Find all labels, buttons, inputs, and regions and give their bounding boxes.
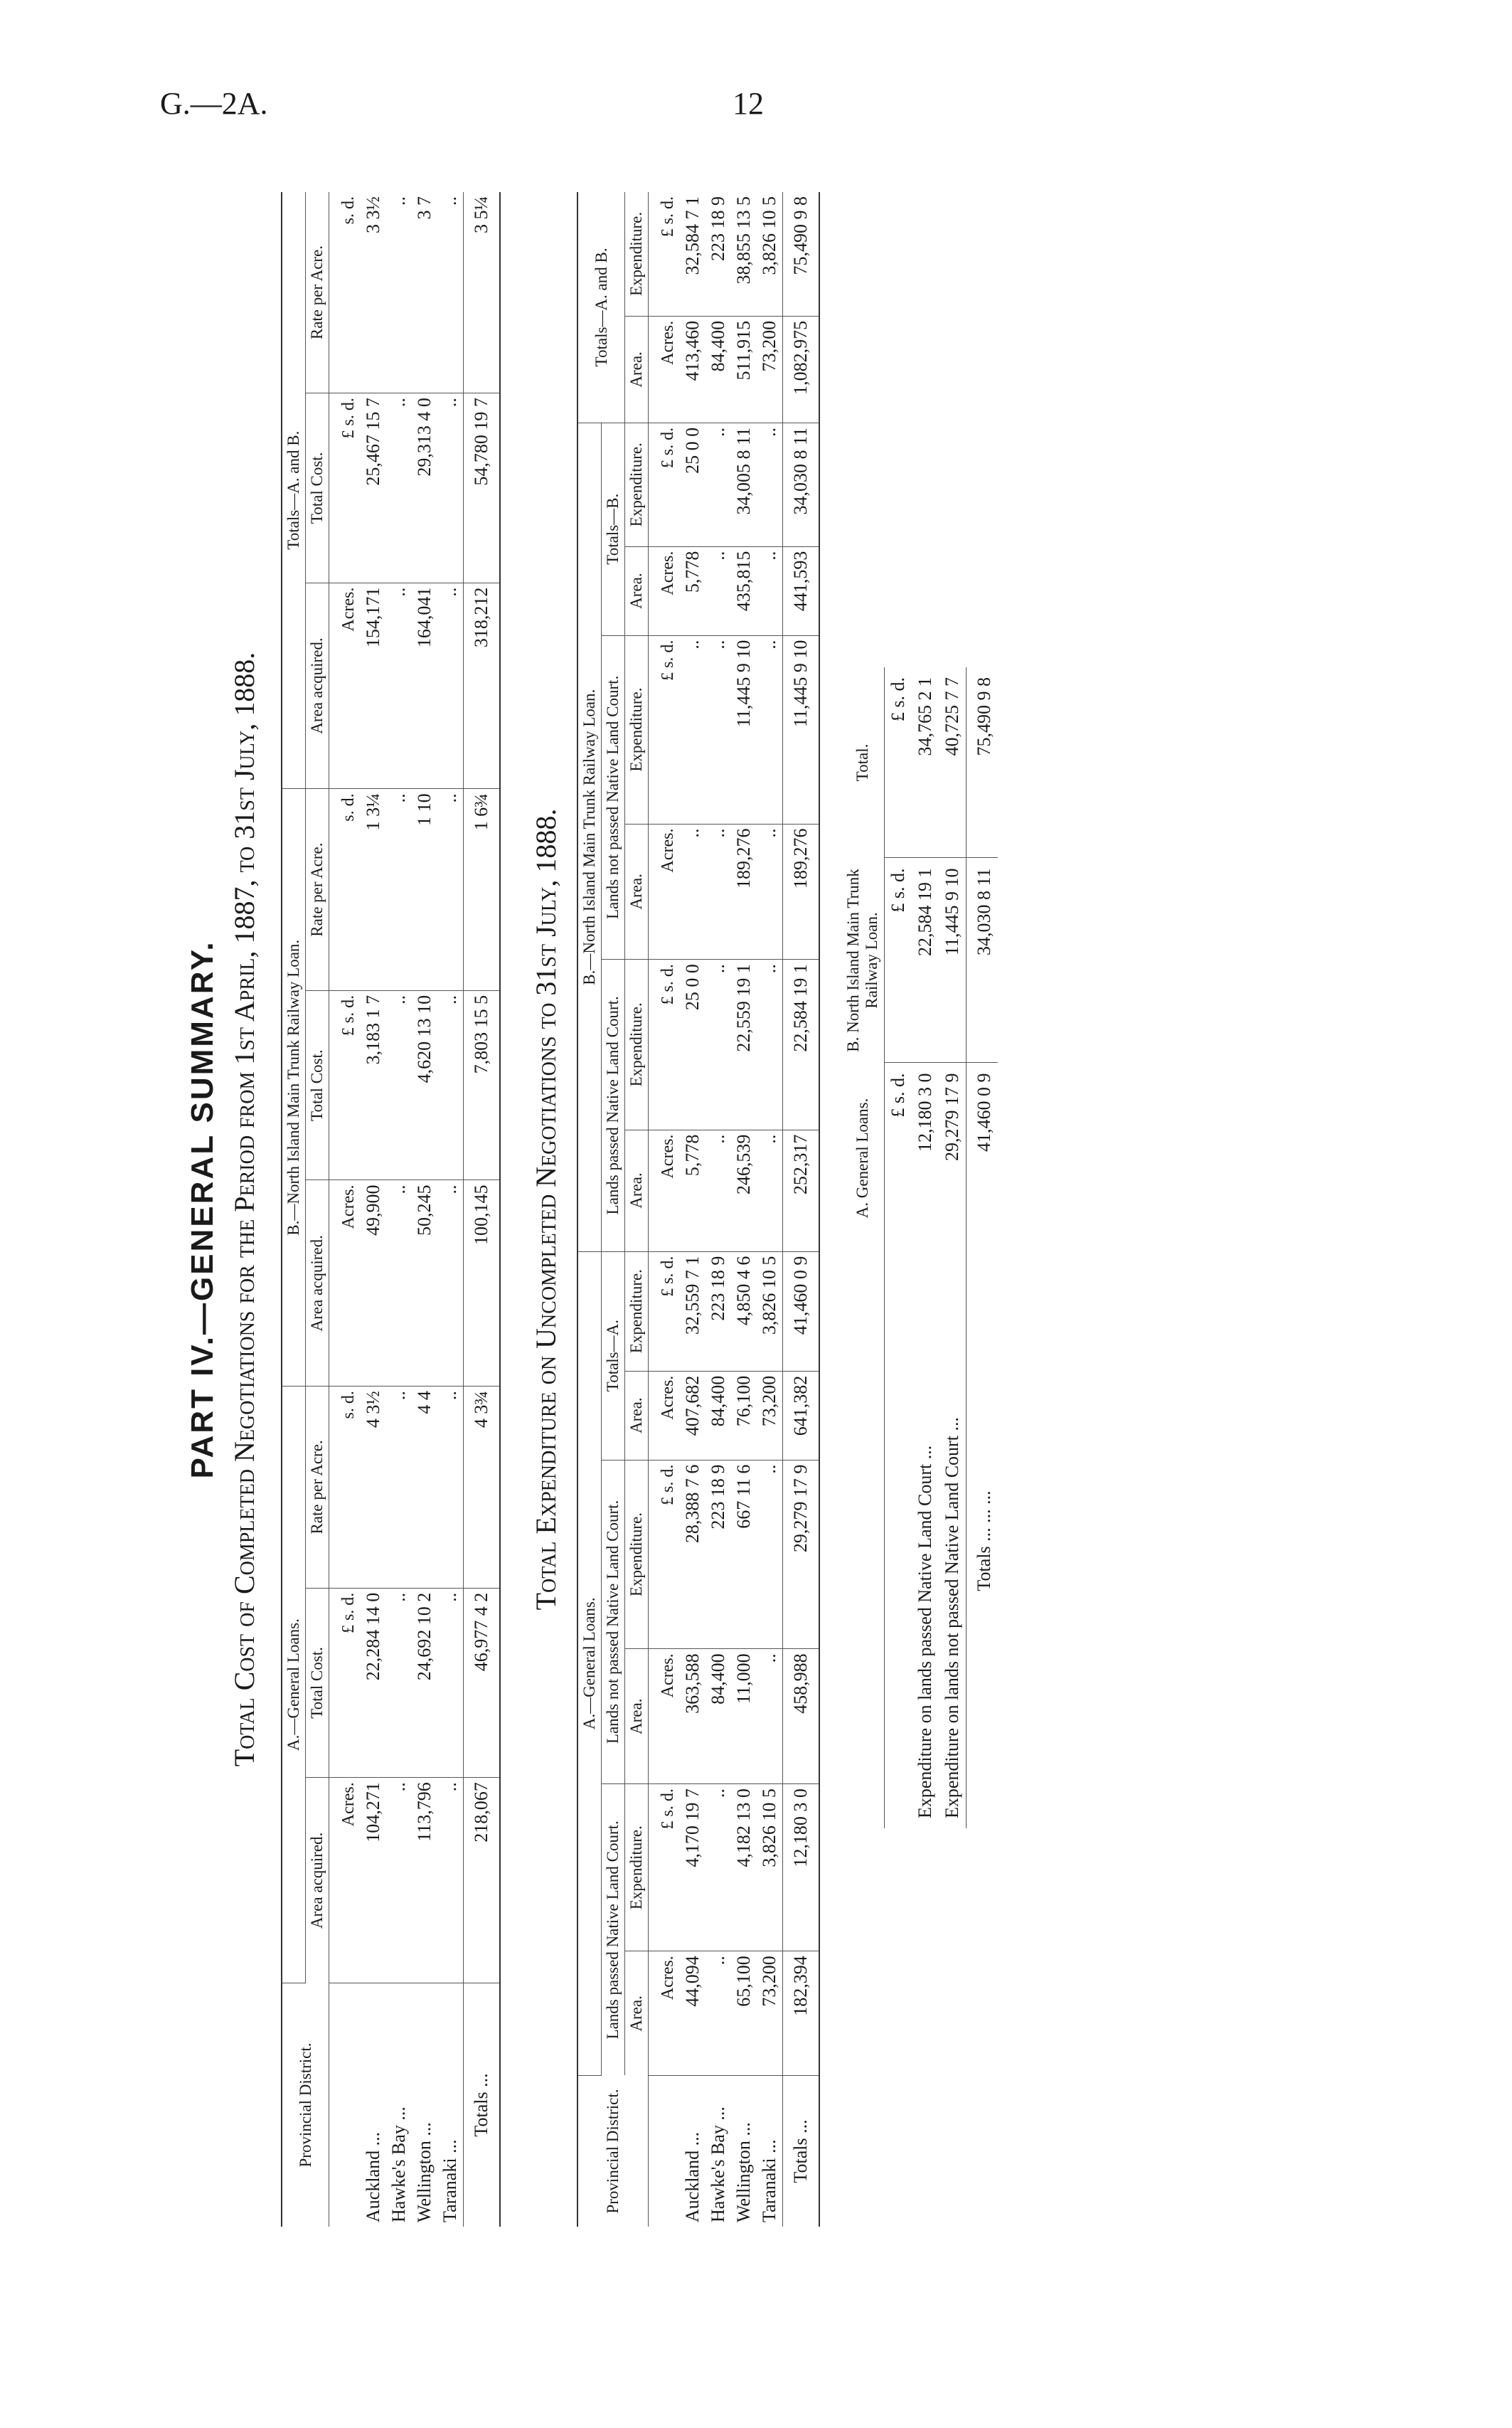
table-cell: ..	[680, 635, 706, 824]
col-area: Area.	[625, 1951, 649, 2076]
unit-label: Acres.	[649, 824, 681, 960]
unit-label: Acres.	[649, 546, 681, 635]
totals-label: Totals ... ... ...	[967, 1253, 999, 1828]
table-cell: 3 7	[412, 192, 437, 393]
table-cell: 104,271	[361, 1778, 386, 1983]
table-cell: 4,170 19 7	[680, 1784, 706, 1951]
table-cell: ..	[386, 583, 412, 789]
table-cell: ..	[706, 1784, 731, 1951]
table-cell: 28,388 7 6	[680, 1460, 706, 1649]
total-cell: 458,988	[783, 1649, 820, 1784]
table-cell: ..	[437, 393, 464, 583]
col-expenditure: Expenditure.	[625, 635, 649, 824]
summary-label: Expenditure on lands not passed Native Land Court ...	[942, 1417, 962, 1818]
total-cell: 252,317	[783, 1130, 820, 1251]
table-cell: 22,284 14 0	[361, 1588, 386, 1778]
table-cell: 246,539	[731, 1130, 757, 1251]
expenditure-summary-table	[841, 667, 998, 1828]
total-cell: 318,212	[464, 583, 501, 789]
table-cell: ..	[757, 1460, 783, 1649]
table-cell: ..	[757, 546, 783, 635]
total-cell: 441,593	[783, 546, 820, 635]
table-cell: 11,445 9 10	[731, 635, 757, 824]
table-cell: ..	[437, 789, 464, 991]
col-area: Area.	[625, 824, 649, 960]
total-cell: 22,584 19 1	[783, 960, 820, 1130]
district-name: Auckland ...	[682, 2131, 703, 2222]
unit-label: £ s. d.	[649, 192, 681, 316]
table-cell: ..	[386, 393, 412, 583]
totals-label: Totals ...	[783, 2076, 820, 2227]
page-header-code: G.—2A.	[160, 86, 268, 121]
district-name: Auckland ...	[363, 2131, 383, 2222]
table-cell: ..	[437, 583, 464, 789]
table-row	[757, 192, 783, 2227]
summary-row	[912, 667, 939, 1828]
units-row	[649, 192, 681, 2227]
summary-cell: 29,279 17 9	[942, 1073, 962, 1161]
col-expenditure: Expenditure.	[625, 423, 649, 546]
table-cell: 1 10	[412, 789, 437, 991]
table-cell: 413,460	[680, 316, 706, 423]
total-cell: 75,490 9 8	[783, 192, 820, 316]
col-rate-per-acre: Rate per Acre.	[306, 1387, 329, 1589]
total-cell: 29,279 17 9	[783, 1460, 820, 1649]
units-spacer	[885, 1253, 912, 1828]
table-cell: 73,200	[757, 1951, 783, 2076]
units-row	[885, 667, 912, 1828]
table-cell: 435,815	[731, 546, 757, 635]
table-cell: 363,588	[680, 1649, 706, 1784]
unit-label: £ s. d.	[888, 1073, 908, 1118]
group-general-loans: A.—General Loans.	[577, 1251, 602, 2075]
table-cell: ..	[757, 1649, 783, 1784]
unit-label: £ s. d.	[885, 858, 912, 1063]
col-provincial-district: Provincial District.	[577, 2076, 649, 2227]
table-cell: ..	[437, 1778, 464, 1983]
table-row	[731, 192, 757, 2227]
unit-label: Acres.	[649, 1649, 681, 1784]
group-totals-a-b: Totals—A. and B.	[577, 192, 625, 423]
table-cell: 22,559 19 1	[731, 960, 757, 1130]
district-name: Hawke's Bay ...	[388, 2106, 409, 2222]
unit-label: £ s. d.	[329, 990, 361, 1180]
col-area: Area.	[625, 1649, 649, 1784]
total-cell: 641,382	[783, 1371, 820, 1460]
total-cell: 1,082,975	[783, 316, 820, 423]
table-cell: 3 3½	[361, 192, 386, 393]
summary-label: Expenditure on lands passed Native Land Court ...	[915, 1445, 935, 1818]
table-cell: ..	[706, 635, 731, 824]
table-cell: ..	[757, 635, 783, 824]
table-cell: 84,400	[706, 1649, 731, 1784]
total-cell: 3 5¼	[464, 192, 501, 393]
col-main-trunk-loan: B. North Island Main Trunk Railway Loan.	[841, 858, 885, 1063]
col-rate-per-acre: Rate per Acre.	[306, 789, 329, 991]
table-cell: ..	[437, 1387, 464, 1589]
summary-cell: 40,725 7 7	[939, 667, 967, 858]
table-cell: 4,620 13 10	[412, 990, 437, 1180]
col-area: Area.	[625, 1371, 649, 1460]
summary-totals-row	[967, 667, 999, 1828]
table-cell: 34,005 8 11	[731, 423, 757, 546]
table-row	[361, 192, 386, 2227]
total-cell: 41,460 0 9	[967, 1063, 999, 1253]
total-cell: 182,394	[783, 1951, 820, 2076]
table-cell: ..	[386, 1180, 412, 1387]
part-title: PART IV.—GENERAL SUMMARY.	[185, 940, 220, 1479]
total-cell: 11,445 9 10	[783, 635, 820, 824]
unit-label: £ s. d.	[649, 423, 681, 546]
group-main-trunk-loan: B.—North Island Main Trunk Railway Loan.	[577, 423, 602, 1251]
table-cell: 667 11 6	[731, 1460, 757, 1649]
completed-negotiations-table	[281, 192, 501, 2227]
group-lands-passed: Lands passed Native Land Court.	[602, 1784, 625, 2076]
unit-label: s. d.	[329, 1387, 361, 1589]
table-row	[386, 192, 412, 2227]
table-cell: 5,778	[680, 546, 706, 635]
summary-cell: 34,765 2 1	[912, 667, 939, 858]
table-cell: 25 0 0	[680, 423, 706, 546]
unit-label: Acres.	[649, 316, 681, 423]
unit-label: £ s. d.	[885, 667, 912, 858]
col-area: Area.	[625, 316, 649, 423]
col-summary-label	[841, 1253, 885, 1828]
table-cell: 189,276	[731, 824, 757, 960]
total-cell: 46,977 4 2	[464, 1588, 501, 1778]
unit-label: £ s. d.	[649, 635, 681, 824]
total-cell: 34,030 8 11	[783, 423, 820, 546]
table-cell: 73,200	[757, 316, 783, 423]
table-cell: ..	[706, 1130, 731, 1251]
table-cell: ..	[437, 192, 464, 393]
uncompleted-expenditure-table	[577, 192, 820, 2227]
unit-label: £ s. d.	[329, 393, 361, 583]
group-lands-passed: Lands passed Native Land Court.	[602, 960, 625, 1251]
col-total-cost: Total Cost.	[306, 1588, 329, 1778]
col-expenditure: Expenditure.	[625, 1784, 649, 1951]
table-row	[437, 192, 464, 2227]
table-cell: 1 3¼	[361, 789, 386, 991]
table-cell: 4 3½	[361, 1387, 386, 1589]
table-cell: 84,400	[706, 316, 731, 423]
table-cell: ..	[706, 960, 731, 1130]
table-cell: 4 4	[412, 1387, 437, 1589]
col-rate-per-acre: Rate per Acre.	[306, 192, 329, 393]
table-cell: 24,692 10 2	[412, 1588, 437, 1778]
col-expenditure: Expenditure.	[625, 960, 649, 1130]
table-cell: 4,182 13 0	[731, 1784, 757, 1951]
table-cell: ..	[757, 1130, 783, 1251]
col-area-acquired: Area acquired.	[306, 1180, 329, 1387]
district-name: Wellington ...	[733, 2122, 754, 2222]
table-row	[706, 192, 731, 2227]
district-name: Hawke's Bay ...	[708, 2106, 728, 2222]
totals-label: Totals ...	[464, 1983, 501, 2227]
table-cell: 3,826 10 5	[757, 1784, 783, 1951]
total-cell: 218,067	[464, 1778, 501, 1983]
total-cell: 41,460 0 9	[783, 1251, 820, 1371]
table-cell: 29,313 4 0	[412, 393, 437, 583]
table-cell: 38,855 13 5	[731, 192, 757, 316]
total-cell: 4 3¾	[464, 1387, 501, 1589]
table-cell: 511,915	[731, 316, 757, 423]
table2-subheader-row	[625, 192, 649, 2227]
table-cell: 407,682	[680, 1371, 706, 1460]
table-cell: 50,245	[412, 1180, 437, 1387]
col-area-acquired: Area acquired.	[306, 1778, 329, 1983]
summary-body	[885, 667, 999, 1828]
unit-label: s. d.	[329, 789, 361, 991]
unit-label: £ s. d.	[649, 960, 681, 1130]
unit-label: £ s. d.	[649, 1460, 681, 1649]
total-cell: 100,145	[464, 1180, 501, 1387]
units-row	[329, 192, 361, 2227]
col-total: Total.	[841, 667, 885, 858]
total-cell: 1 6¾	[464, 789, 501, 991]
col-total-cost: Total Cost.	[306, 990, 329, 1180]
table-cell: ..	[706, 423, 731, 546]
table-cell: ..	[386, 1387, 412, 1589]
group-totals-a: Totals—A.	[602, 1251, 625, 1460]
col-provincial-district: Provincial District.	[282, 1983, 329, 2227]
table-cell: 223 18 9	[706, 1251, 731, 1371]
col-expenditure: Expenditure.	[625, 192, 649, 316]
total-cell: 12,180 3 0	[783, 1784, 820, 1951]
summary-cell: 11,445 9 10	[939, 858, 967, 1063]
col-general-loans: A. General Loans.	[841, 1063, 885, 1253]
table-row	[680, 192, 706, 2227]
table-cell: 49,900	[361, 1180, 386, 1387]
table-cell: 223 18 9	[706, 1460, 731, 1649]
table-cell: 3,826 10 5	[757, 1251, 783, 1371]
table-cell: ..	[706, 1951, 731, 2076]
rotated-content	[0, 78, 1512, 2355]
totals-row	[783, 192, 820, 2227]
page-number: 12	[733, 86, 764, 121]
table-cell: ..	[706, 546, 731, 635]
summary-cell: 22,584 19 1	[912, 858, 939, 1063]
table-cell: ..	[386, 1778, 412, 1983]
table-cell: ..	[437, 990, 464, 1180]
table2-body	[649, 192, 820, 2227]
district-name: Wellington ...	[414, 2122, 435, 2222]
table-cell: ..	[437, 1588, 464, 1778]
col-area: Area.	[625, 1130, 649, 1251]
unit-label: Acres.	[649, 1371, 681, 1460]
table-cell: 3,183 1 7	[361, 990, 386, 1180]
group-general-loans: A.—General Loans.	[282, 1387, 306, 1983]
table-cell: 25 0 0	[680, 960, 706, 1130]
table-cell: ..	[757, 960, 783, 1130]
table-cell: 11,000	[731, 1649, 757, 1784]
unit-label: Acres.	[329, 583, 361, 789]
table-cell: ..	[386, 1588, 412, 1778]
total-cell: 34,030 8 11	[967, 858, 999, 1063]
col-expenditure: Expenditure.	[625, 1460, 649, 1649]
table-cell: ..	[680, 824, 706, 960]
table-cell: 84,400	[706, 1371, 731, 1460]
col-total-cost: Total Cost.	[306, 393, 329, 583]
table-row	[412, 192, 437, 2227]
table-cell: 113,796	[412, 1778, 437, 1983]
unit-label: s. d.	[329, 192, 361, 393]
table-cell: ..	[706, 824, 731, 960]
total-cell: 54,780 19 7	[464, 393, 501, 583]
table-cell: ..	[386, 789, 412, 991]
table1-title: Total Cost of Completed Negotiations for the Period from 1st April, 1887, to 31st July, 1888.	[228, 652, 260, 1767]
table-cell: 4,850 4 6	[731, 1251, 757, 1371]
table-cell: 73,200	[757, 1371, 783, 1460]
table-cell: ..	[757, 824, 783, 960]
col-expenditure: Expenditure.	[625, 1251, 649, 1371]
table-cell: ..	[386, 990, 412, 1180]
district-name: Taranaki ...	[759, 2139, 779, 2222]
group-totals-b: Totals—B.	[602, 423, 625, 635]
table-cell: 223 18 9	[706, 192, 731, 316]
summary-row	[939, 667, 967, 1828]
total-cell: 75,490 9 8	[967, 667, 999, 858]
table-cell: ..	[437, 1180, 464, 1387]
table-cell: 76,100	[731, 1371, 757, 1460]
unit-label: £ s. d.	[329, 1588, 361, 1778]
total-cell: 7,803 15 5	[464, 990, 501, 1180]
table1-body	[329, 192, 501, 2227]
table-cell: ..	[757, 423, 783, 546]
unit-label: £ s. d.	[649, 1784, 681, 1951]
district-name: Taranaki ...	[440, 2139, 460, 2222]
total-cell: 189,276	[783, 824, 820, 960]
unit-label: Acres.	[329, 1180, 361, 1387]
col-area-acquired: Area acquired.	[306, 583, 329, 789]
unit-label: Acres.	[649, 1130, 681, 1251]
group-main-trunk-loan: B.—North Island Main Trunk Railway Loan.	[282, 789, 306, 1387]
table2-title: Total Expenditure on Uncompleted Negotiations to 31st July, 1888.	[530, 808, 562, 1611]
table-cell: 164,041	[412, 583, 437, 789]
group-lands-not-passed: Lands not passed Native Land Court.	[602, 635, 625, 960]
summary-cell: 12,180 3 0	[915, 1073, 935, 1152]
unit-label: Acres.	[649, 1951, 681, 2076]
totals-row	[464, 192, 501, 2227]
units-spacer	[329, 1983, 361, 2227]
table-cell: 25,467 15 7	[361, 393, 386, 583]
group-lands-not-passed: Lands not passed Native Land Court.	[602, 1460, 625, 1784]
table-cell: 5,778	[680, 1130, 706, 1251]
table-cell: 154,171	[361, 583, 386, 789]
col-area: Area.	[625, 546, 649, 635]
group-totals-a-b: Totals—A. and B.	[282, 192, 306, 789]
table-cell: 3,826 10 5	[757, 192, 783, 316]
table-cell: 32,584 7 1	[680, 192, 706, 316]
content-body	[185, 192, 998, 2227]
table-cell: 65,100	[731, 1951, 757, 2076]
units-spacer	[649, 2076, 681, 2227]
table-cell: ..	[386, 192, 412, 393]
unit-label: Acres.	[329, 1778, 361, 1983]
table-cell: 44,094	[680, 1951, 706, 2076]
table-cell: 32,559 7 1	[680, 1251, 706, 1371]
unit-label: £ s. d.	[649, 1251, 681, 1371]
